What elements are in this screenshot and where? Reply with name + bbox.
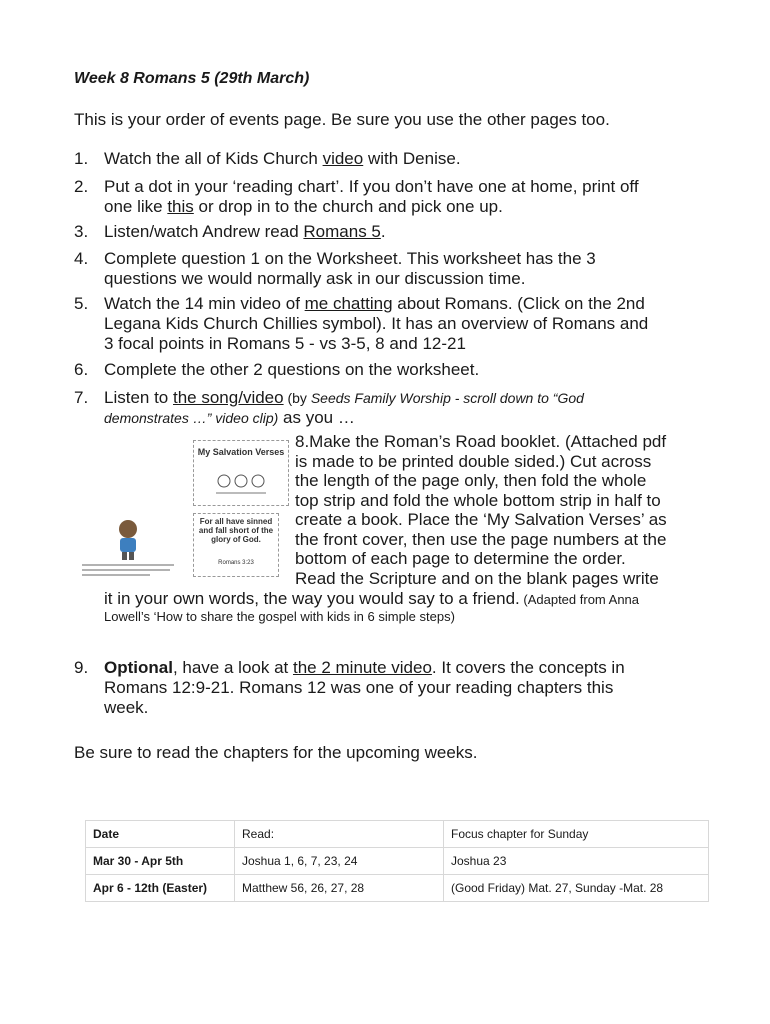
credit-text: Lowell’s ‘How to share the gospel with kids in 6 simple steps) xyxy=(104,609,455,624)
item-text: or drop in to the church and pick one up. xyxy=(193,197,503,216)
table-header-cell: Focus chapter for Sunday xyxy=(444,821,709,848)
item-text: is made to be printed double sided.) Cut across xyxy=(295,451,652,471)
item-text: Listen/watch Andrew read xyxy=(104,222,304,241)
item-text: week. xyxy=(104,698,149,717)
item-text: 3 focal points in Romans 5 - vs 3-5, 8 and 12-21 xyxy=(104,334,466,353)
item-text: Legana Kids Church Chillies symbol). It has an overview of Romans and xyxy=(104,314,649,333)
thumb-cover-title: My Salvation Verses xyxy=(197,447,285,457)
item-number: 5. xyxy=(74,294,89,313)
item-8-text xyxy=(295,432,715,588)
boy-illustration-icon xyxy=(80,515,176,577)
item-text: Complete the other 2 questions on the worksheet. xyxy=(104,360,480,379)
table-cell: Matthew 56, 26, 27, 28 xyxy=(235,875,444,902)
item-number: 3. xyxy=(74,222,89,241)
item-text: . xyxy=(380,222,386,241)
page-title: Week 8 Romans 5 (29th March) xyxy=(74,70,310,87)
table-cell: Mar 30 - Apr 5th xyxy=(86,848,235,875)
table-row xyxy=(86,875,709,902)
this-link[interactable]: this xyxy=(167,197,194,216)
item-text: Watch the 14 min video of xyxy=(104,294,305,313)
item-text: , have a look at xyxy=(172,658,293,677)
children-illustration-icon xyxy=(194,441,288,505)
optional-label: Optional xyxy=(104,658,173,677)
table-cell: Apr 6 - 12th (Easter) xyxy=(86,875,235,902)
item-text: the front cover, then use the page numbers at the xyxy=(295,529,667,549)
item-number: 4. xyxy=(74,249,89,268)
item-text: top strip and fold the whole bottom strip in half to xyxy=(295,490,661,510)
table-header-cell: Date xyxy=(86,821,235,848)
item-text: Put a dot in your ‘reading chart’. If you don’t have one at home, print off xyxy=(104,177,639,196)
item-text: Read the Scripture and on the blank pages write xyxy=(295,568,659,588)
item-text: 8.Make the Roman’s Road booklet. (Attached pdf xyxy=(295,432,667,451)
two-minute-video-link[interactable]: the 2 minute video xyxy=(292,658,432,677)
item-text: with Denise. xyxy=(363,149,461,168)
item-number: 7. xyxy=(74,388,89,407)
thumb-verse-ref: Romans 3:23 xyxy=(218,560,254,566)
thumb-verse-text: For all have sinned and fall short of the glory of God. xyxy=(198,517,274,544)
credit-text: (Adapted from Anna xyxy=(519,592,640,607)
salvation-verses-cover-image xyxy=(193,440,289,506)
item-text: questions we would normally ask in our discussion time. xyxy=(104,269,526,288)
item-8-continuation xyxy=(104,589,704,625)
item-number: 2. xyxy=(74,177,89,196)
table-cell: Joshua 23 xyxy=(444,848,709,875)
item-text: Listen to xyxy=(104,388,173,407)
table-header-cell: Read: xyxy=(235,821,444,848)
item-note: demonstrates …” video clip) xyxy=(104,410,279,426)
video-link[interactable]: video xyxy=(322,149,364,168)
item-text: bottom of each page to determine the order. xyxy=(295,549,626,568)
romans-5-link[interactable]: Romans 5 xyxy=(303,222,381,241)
reading-schedule-table xyxy=(85,820,709,902)
intro-text: This is your order of events page. Be sure you use the other pages too. xyxy=(74,110,610,129)
table-cell: Joshua 1, 6, 7, 23, 24 xyxy=(235,848,444,875)
table-row xyxy=(86,848,709,875)
item-text: Complete question 1 on the Worksheet. This worksheet has the 3 xyxy=(104,249,596,268)
verse-page-image xyxy=(193,513,279,577)
item-text: Romans 12:9-21. Romans 12 was one of your reading chapters this xyxy=(104,678,614,697)
me-chatting-link[interactable]: me chatting xyxy=(304,294,393,313)
item-text: . It covers the concepts in xyxy=(431,658,625,677)
child-character-image xyxy=(80,515,176,577)
item-text: about Romans. (Click on the 2nd xyxy=(392,294,645,313)
closing-text: Be sure to read the chapters for the upcoming weeks. xyxy=(74,743,478,762)
item-text: it in your own words, the way you would say to a friend. xyxy=(104,589,520,608)
song-video-link[interactable]: the song/video xyxy=(173,388,284,407)
item-text: Watch the all of Kids Church xyxy=(104,149,323,168)
item-number: 6. xyxy=(74,360,89,379)
item-note: Seeds Family Worship - scroll down to “God xyxy=(310,390,584,406)
item-text: create a book. Place the ‘My Salvation Verses’ as xyxy=(295,510,667,529)
item-text: one like xyxy=(104,197,168,216)
item-note: (by xyxy=(283,390,311,406)
item-text: the length of the page only, then fold the whole xyxy=(295,471,647,490)
table-cell: (Good Friday) Mat. 27, Sunday -Mat. 28 xyxy=(444,875,709,902)
item-number: 9. xyxy=(74,658,89,677)
item-text: as you … xyxy=(278,408,355,427)
table-header-row xyxy=(86,821,709,848)
item-number: 1. xyxy=(74,149,89,168)
